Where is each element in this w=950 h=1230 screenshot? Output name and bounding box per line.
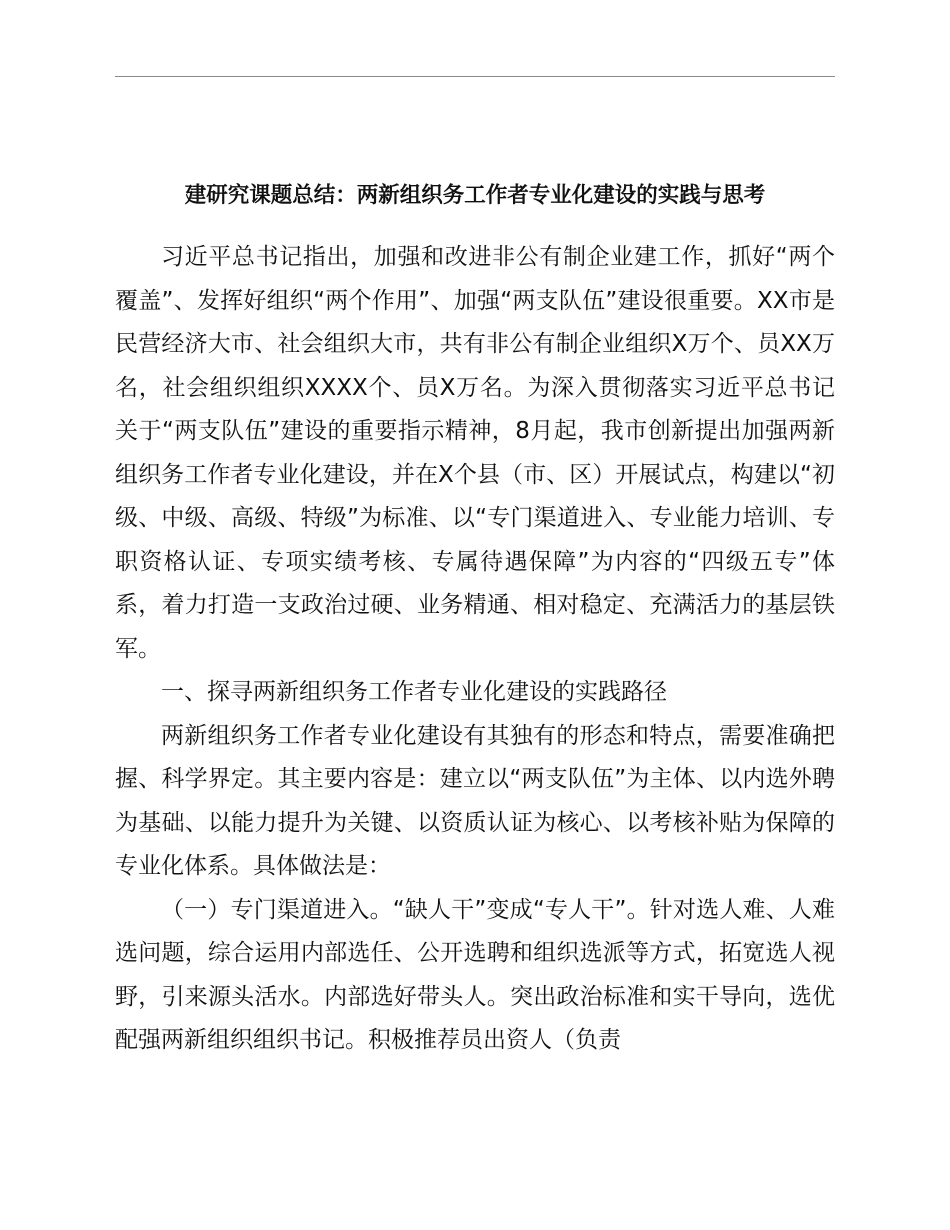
header-rule [115,76,835,77]
paragraph-subsection-1: （一）专门渠道进入。“缺人干”变成“专人干”。针对选人难、人难选问题，综合运用内部选任、公开选聘和组织选派等方式，拓宽选人视野，引来源头活水。内部选好带头人。突出政治标准和实干导向，选优配强两新组织组织书记。积极推荐员出资人（负责 [115,896,835,1053]
document-body [115,236,835,1063]
document-title: 建研究课题总结：两新组织务工作者专业化建设的实践与思考 [184,183,766,208]
section-heading-1: 一、探寻两新组织务工作者专业化建设的实践路径 [161,679,667,705]
paragraph-intro: 习近平总书记指出，加强和改进非公有制企业建工作，抓好“两个覆盖”、发挥好组织“两个作用”、加强“两支队伍”建设很重要。XX市是民营经济大市、社会组织大市，共有非公有制企业组织X万个、员XX万名，社会组织组织XXXX个、员X万名。为深入贯彻落实习近平总书记关于“两支队伍”建设的重要指示精神，8月起，我市创新提出加强两新组织务工作者专业化建设，并在X个县（市、区）开展试点，构建以“初级、中级、高级、特级”为标准、以“专门渠道进入、专业能力培训、专职资格认证、专项实绩考核、专属待遇保障”为内容的“四级五专”体系，着力打造一支政治过硬、业务精通、相对稳定、充满活力的基层铁军。 [115,244,835,662]
paragraph-section-1: 两新组织务工作者专业化建设有其独有的形态和特点，需要准确把握、科学界定。其主要内容是：建立以“两支队伍”为主体、以内选外聘为基础、以能力提升为关键、以资质认证为核心、以考核补贴为保障的专业化体系。具体做法是： [115,722,835,879]
